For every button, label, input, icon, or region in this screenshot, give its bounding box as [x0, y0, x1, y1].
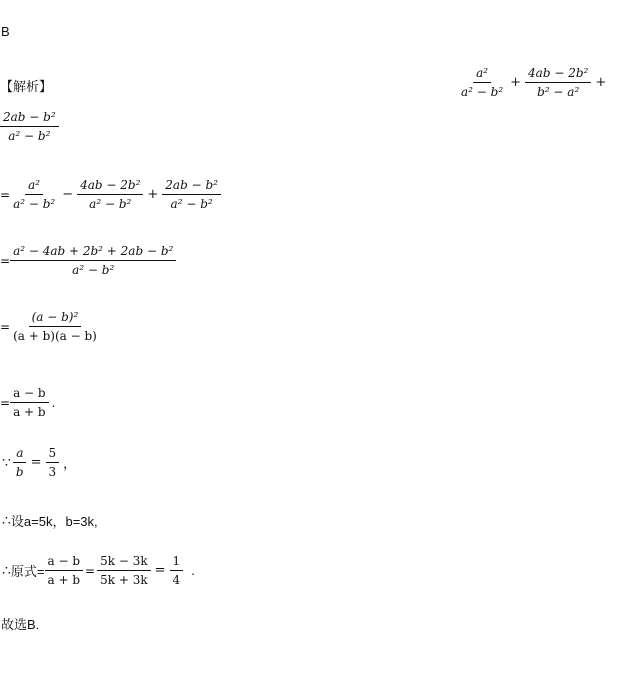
- step-2: [0, 244, 176, 277]
- fraction-4ab-over-b2-a2: $\frac{\text{4ab − 2b²}}{\text{b² − a²}}$: [525, 66, 591, 99]
- therefore-symbol: ∴: [2, 562, 11, 579]
- equals-sign: =: [154, 563, 166, 578]
- equals-sign: =: [0, 187, 11, 202]
- equals-sign: =: [85, 563, 96, 578]
- therefore-symbol: ∴: [2, 512, 11, 529]
- fraction: $\frac{\text{2ab − b²}}{\text{a² − b²}}$: [162, 178, 221, 211]
- let-line: [2, 511, 98, 530]
- expression-top: [458, 66, 610, 99]
- period: .: [191, 563, 195, 578]
- fraction: $\frac{5k - 3k}{5k + 3k}$: [97, 554, 151, 587]
- conclusion: 故选B.: [1, 617, 40, 632]
- given-ratio: [2, 446, 76, 479]
- result-line: [2, 554, 195, 587]
- fraction: $\frac{a - b}{a + b}$: [45, 554, 84, 587]
- fraction-2ab-over-a2-b2: $\frac{\text{2ab − b²}}{\text{a² − b²}}$: [0, 110, 59, 143]
- equals-sign: =: [0, 319, 11, 334]
- analysis-label: 【解析】: [0, 79, 53, 94]
- comma: ，: [63, 456, 77, 471]
- equals-sign: =: [0, 253, 11, 268]
- fraction: $\frac{\text{(a − b)²}}{(a + b)(a - b)}$: [13, 310, 97, 343]
- fraction-a2-over-a2-b2: $\frac{\text{a²}}{\text{a² − b²}}$: [461, 66, 504, 99]
- expression-continuation: [0, 110, 59, 143]
- fraction-a-over-b: $\frac{a}{b}$: [13, 446, 27, 479]
- fraction-5-over-3: $\frac{5}{3}$: [46, 446, 60, 479]
- equals-sign: =: [0, 395, 11, 410]
- step-4: [0, 386, 55, 419]
- fraction: $\frac{\text{a² − 4ab + 2b² + 2ab − b²}}{\text{a² − b²}}$: [10, 244, 176, 277]
- let-text: 设a=5k，b=3k,: [10, 514, 98, 529]
- step-3: [0, 310, 100, 343]
- plus-sign: +: [510, 75, 522, 90]
- fraction: $\frac{\text{4ab − 2b²}}{\text{a² − b²}}$: [77, 178, 143, 211]
- fraction-one-quarter: $\frac{1}{4}$: [170, 554, 184, 587]
- minus-sign: −: [62, 187, 74, 202]
- result-label: 原式=: [10, 564, 45, 579]
- plus-sign: +: [147, 187, 159, 202]
- plus-sign: +: [595, 75, 607, 90]
- fraction: $\frac{\text{a²}}{\text{a² − b²}}$: [13, 178, 56, 211]
- equals-sign: =: [30, 455, 42, 470]
- fraction: $\frac{a - b}{a + b}$: [10, 386, 49, 419]
- because-symbol: ∵: [2, 454, 11, 471]
- step-1: [0, 178, 221, 211]
- answer-letter: B: [1, 24, 10, 39]
- period: .: [51, 395, 56, 410]
